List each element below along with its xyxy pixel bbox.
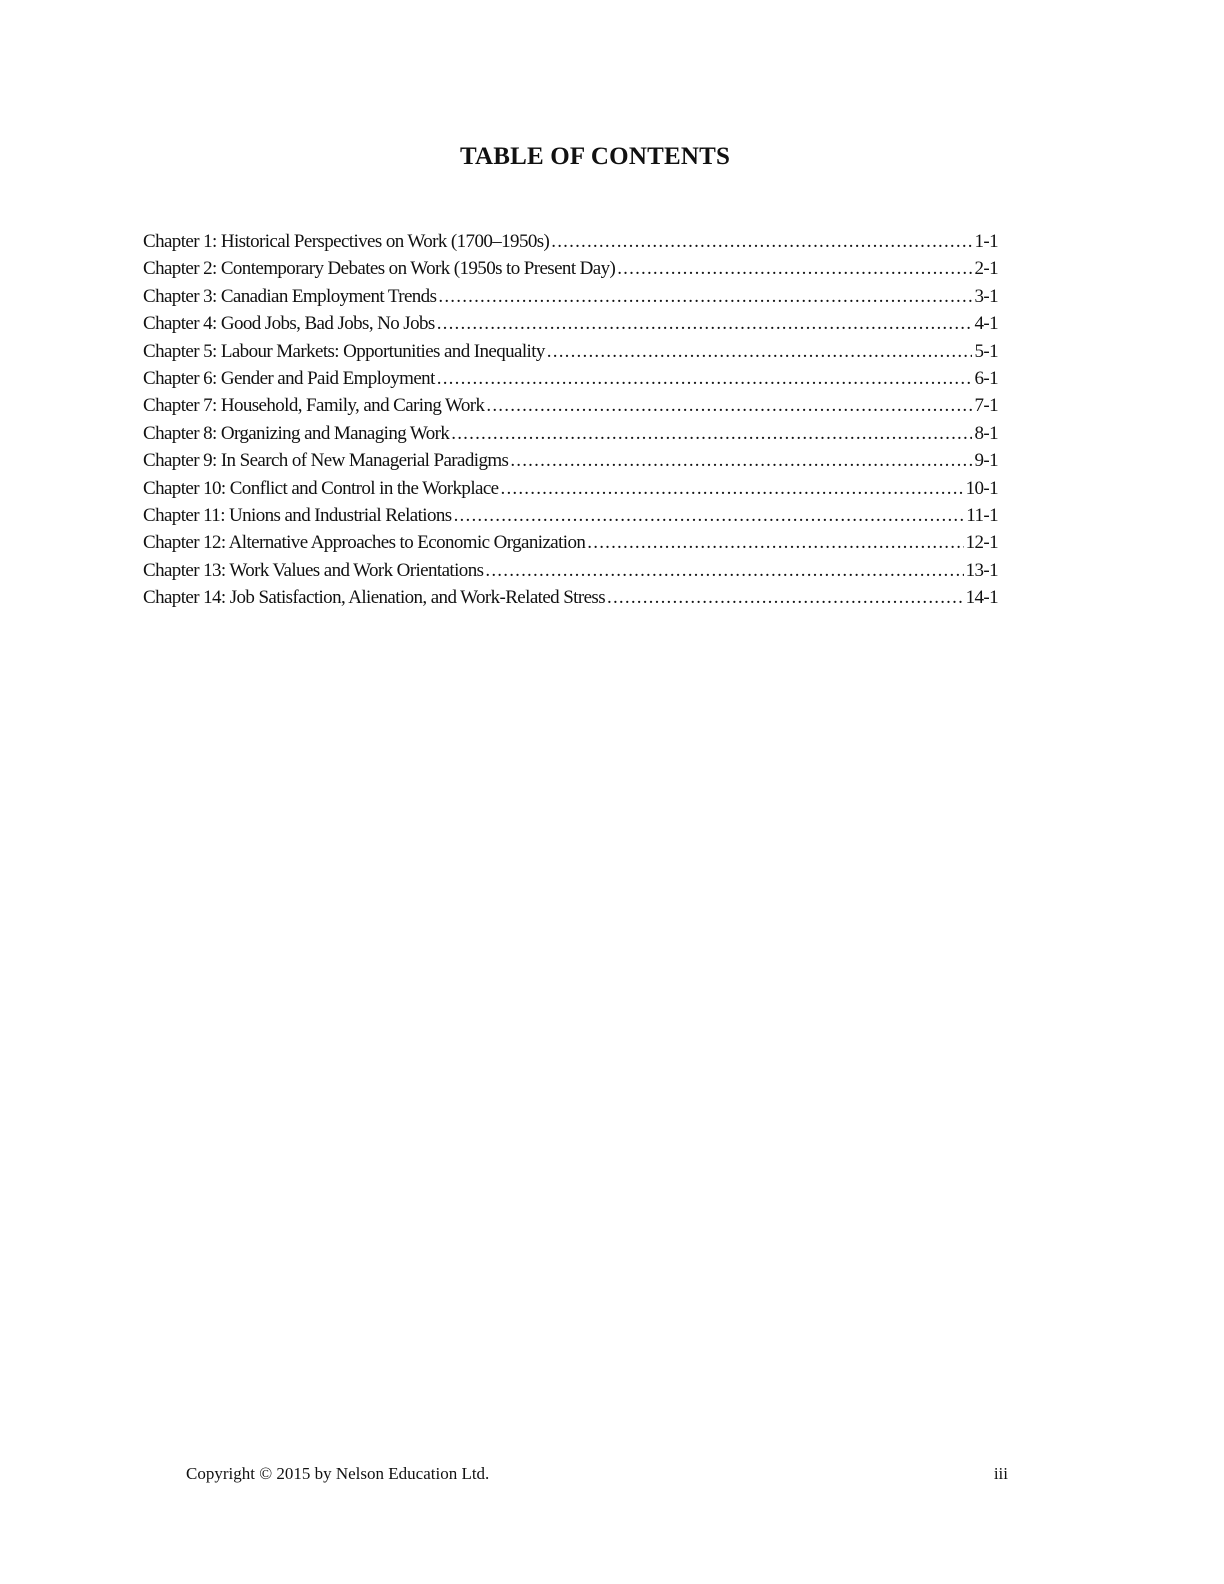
page-footer xyxy=(186,1464,1008,1484)
dot-leader xyxy=(607,587,964,609)
toc-entry-title: Chapter 3: Canadian Employment Trends xyxy=(143,285,437,307)
toc-entry-5[interactable] xyxy=(143,341,998,368)
toc-entry-page: 3-1 xyxy=(974,285,998,307)
dot-leader xyxy=(454,505,965,527)
toc-entry-4[interactable] xyxy=(143,313,998,340)
toc-entry-page: 10-1 xyxy=(965,477,998,499)
toc-entry-title: Chapter 9: In Search of New Managerial Paradigms xyxy=(143,450,509,472)
page-title: TABLE OF CONTENTS xyxy=(459,143,731,170)
toc-entry-title: Chapter 12: Alternative Approaches to Economic Organization xyxy=(143,532,586,554)
toc-entry-title: Chapter 8: Organizing and Managing Work xyxy=(143,422,450,444)
toc-entry-title: Chapter 5: Labour Markets: Opportunities and Inequality xyxy=(143,340,545,362)
toc-entry-6[interactable] xyxy=(143,368,998,395)
dot-leader xyxy=(501,478,964,500)
toc-entry-page: 11-1 xyxy=(966,504,998,526)
toc-entry-1[interactable] xyxy=(143,231,998,258)
dot-leader xyxy=(617,258,972,280)
toc-entry-page: 13-1 xyxy=(965,559,998,581)
toc-entry-page: 7-1 xyxy=(974,395,998,417)
dot-leader xyxy=(486,395,972,417)
toc-entry-page: 5-1 xyxy=(974,340,998,362)
toc-entry-3[interactable] xyxy=(143,286,998,313)
toc-entry-9[interactable] xyxy=(143,450,998,477)
copyright-notice: Copyright © 2015 by Nelson Education Ltd. xyxy=(186,1464,490,1483)
toc-entry-8[interactable] xyxy=(143,423,998,450)
toc-entry-title: Chapter 1: Historical Perspectives on Work (1700–1950s) xyxy=(143,231,550,252)
toc-entry-title: Chapter 13: Work Values and Work Orientations xyxy=(143,559,484,581)
toc-entry-title: Chapter 6: Gender and Paid Employment xyxy=(143,367,435,389)
toc-entry-7[interactable] xyxy=(143,395,998,422)
toc-entry-page: 8-1 xyxy=(974,422,998,444)
dot-leader xyxy=(510,450,972,472)
dot-leader xyxy=(587,532,963,554)
toc-entry-2[interactable] xyxy=(143,258,998,285)
toc-entry-title: Chapter 14: Job Satisfaction, Alienation, and Work-Related Stress xyxy=(143,587,606,609)
toc-entry-page: 6-1 xyxy=(974,367,998,389)
toc-entry-page: 12-1 xyxy=(965,532,998,554)
toc-entry-page: 9-1 xyxy=(974,450,998,472)
toc-entry-title: Chapter 11: Unions and Industrial Relations xyxy=(143,504,452,526)
page-number: iii xyxy=(993,1464,1008,1483)
table-of-contents xyxy=(143,231,998,614)
toc-entry-10[interactable] xyxy=(143,478,998,505)
dot-leader xyxy=(437,313,973,335)
dot-leader xyxy=(551,231,972,253)
toc-entry-page: 4-1 xyxy=(974,313,998,335)
toc-entry-page: 1-1 xyxy=(974,231,998,252)
toc-entry-11[interactable] xyxy=(143,505,998,532)
toc-entry-14[interactable] xyxy=(143,587,998,614)
toc-entry-title: Chapter 2: Contemporary Debates on Work (1950s to Present Day) xyxy=(143,258,616,280)
toc-entry-page: 14-1 xyxy=(965,587,998,609)
toc-entry-13[interactable] xyxy=(143,560,998,587)
toc-entry-12[interactable] xyxy=(143,532,998,559)
toc-entry-page: 2-1 xyxy=(974,258,998,280)
toc-entry-title: Chapter 7: Household, Family, and Caring Work xyxy=(143,395,485,417)
dot-leader xyxy=(438,286,972,308)
toc-entry-title: Chapter 10: Conflict and Control in the Workplace xyxy=(143,477,499,499)
dot-leader xyxy=(547,341,973,363)
dot-leader xyxy=(451,423,972,445)
toc-entry-title: Chapter 4: Good Jobs, Bad Jobs, No Jobs xyxy=(143,313,435,335)
dot-leader xyxy=(485,560,963,582)
dot-leader xyxy=(437,368,973,390)
